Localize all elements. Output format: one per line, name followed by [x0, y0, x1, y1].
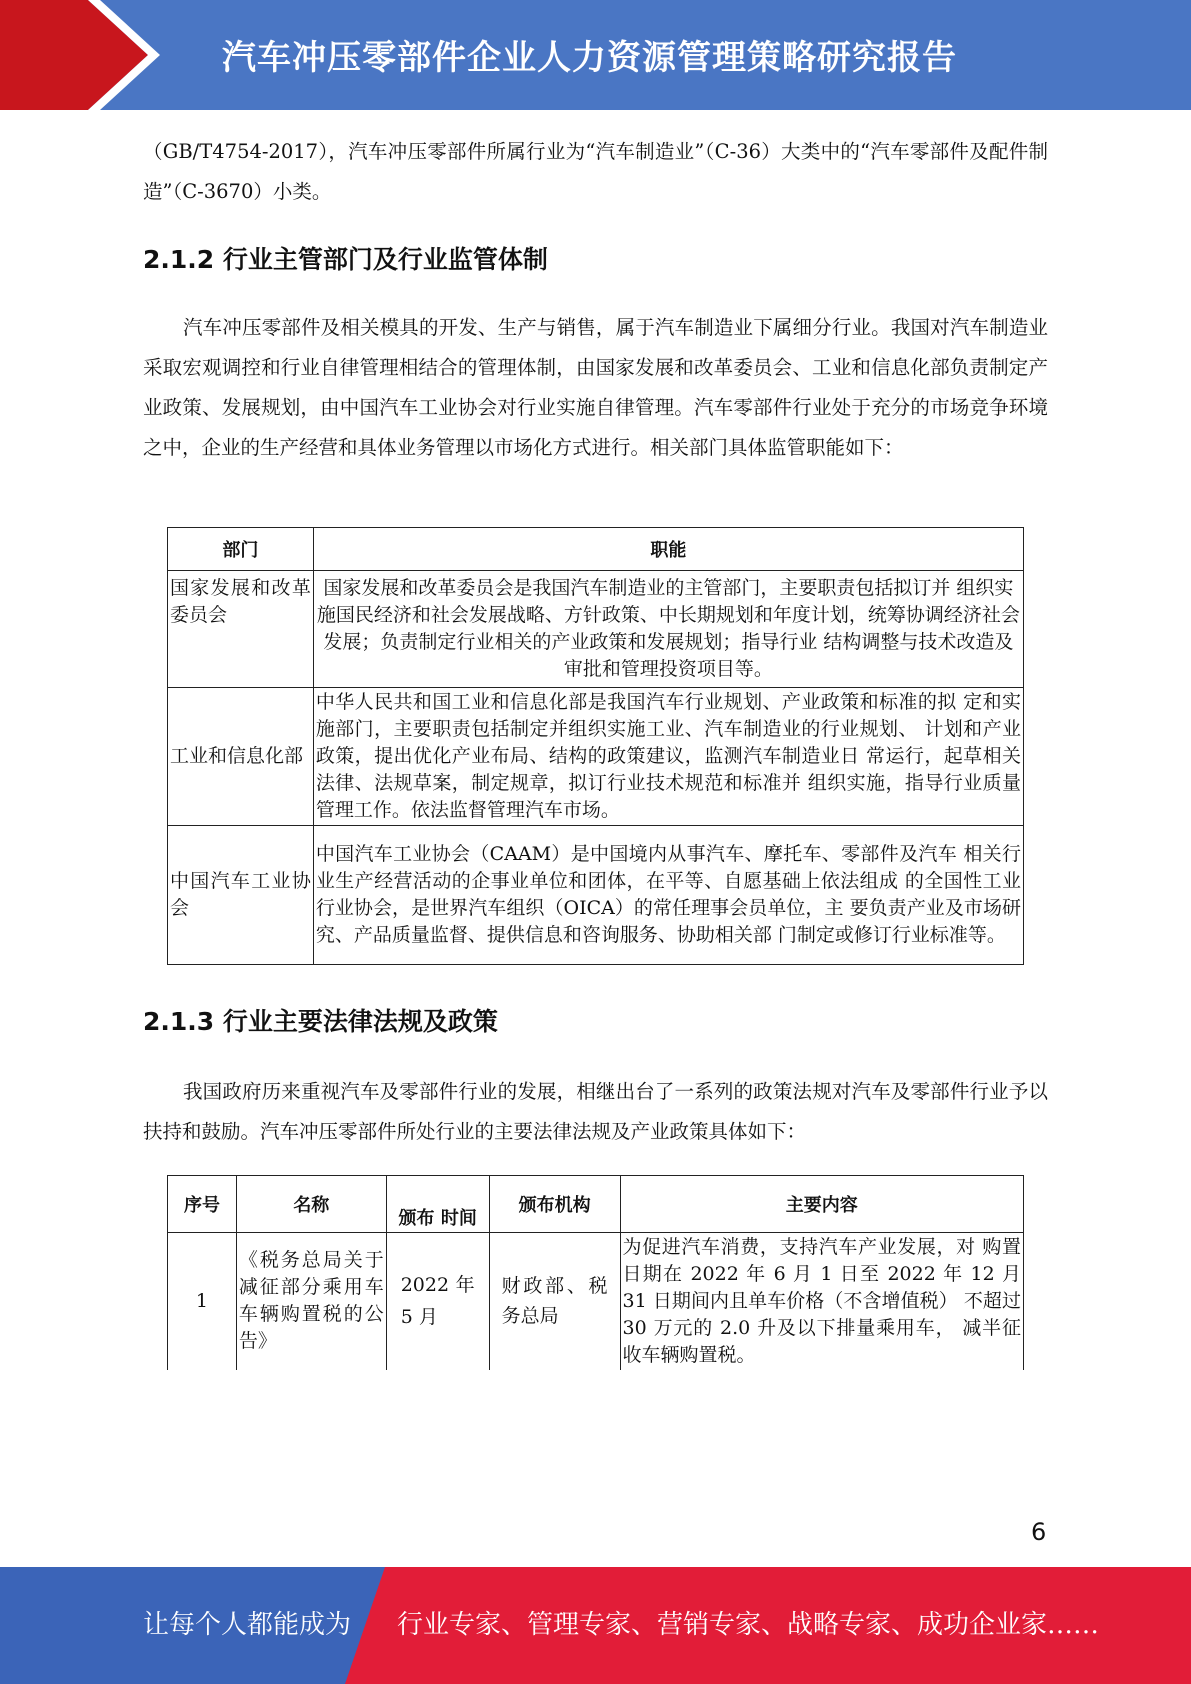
- duty-cell: 中国汽车工业协会（CAAM）是中国境内从事汽车、摩托车、零部件及汽车 相关行业生产经营活动的企事业单位和团体，在平等、自愿基础上依法组成 的全国性工业行业协会，是世界汽车组织（OICA）的常任理事会员单位，主 要负责产业及市场研究、产品质量监督、提供信息和咨询服务、协助相关部 门制定或修订行业标准等。: [313, 826, 1023, 965]
- table-row: [168, 826, 1024, 965]
- duty-cell: 国家发展和改革委员会是我国汽车制造业的主管部门，主要职责包括拟订并 组织实施国民经济和社会发展战略、方针政策、中长期规划和年度计划，统筹协调经济社会发展；负责制定行业相关的产业政策和发展规划；指导行业 结构调整与技术改造及审批和管理投资项目等。: [313, 571, 1023, 688]
- header-arrow-decoration: [0, 0, 200, 110]
- number-cell: 1: [168, 1233, 237, 1370]
- column-header-name: 名称: [236, 1176, 386, 1233]
- column-header-date: 颁布 时间: [386, 1176, 489, 1233]
- table-header-row: [168, 1176, 1024, 1233]
- regulators-table: [167, 527, 1024, 965]
- page-number: 6: [1031, 1518, 1047, 1546]
- dept-cell: 国家发展和改革委员会: [168, 571, 314, 688]
- column-header-duty: 职能: [313, 528, 1023, 571]
- issuer-cell: 财政部、税务总局: [489, 1233, 620, 1370]
- header-title: 汽车冲压零部件企业人力资源管理策略研究报告: [222, 38, 957, 78]
- name-cell: 《税务总局关于减征部分乘用车车辆购置税的公告》: [236, 1233, 386, 1370]
- table-row: [168, 571, 1024, 688]
- intro-paragraph: （GB/T4754-2017），汽车冲压零部件所属行业为“汽车制造业”（C-36）大类中的“汽车零部件及配件制造”（C-3670）小类。: [143, 140, 1048, 203]
- table-row: [168, 688, 1024, 826]
- column-header-content: 主要内容: [620, 1176, 1023, 1233]
- footer-slogan-left: 让每个人都能成为: [143, 1610, 352, 1640]
- column-header-issuer: 颁布机构: [489, 1176, 620, 1233]
- dept-cell: 中国汽车工业协会: [168, 826, 314, 965]
- column-header-number: 序号: [168, 1176, 237, 1233]
- table-row: [168, 1233, 1024, 1370]
- page-header: [0, 0, 1191, 110]
- section-2-1-3-paragraph: 我国政府历来重视汽车及零部件行业的发展，相继出台了一系列的政策法规对汽车及零部件行业予以扶持和鼓励。汽车冲压零部件所处行业的主要法律法规及产业政策具体如下：: [143, 1080, 1048, 1143]
- dept-cell: 工业和信息化部: [168, 688, 314, 826]
- date-cell: 2022 年 5 月: [386, 1233, 489, 1370]
- section-heading-2-1-2: 2.1.2 行业主管部门及行业监管体制: [143, 245, 548, 274]
- content-cell: 为促进汽车消费，支持汽车产业发展，对 购置日期在 2022 年 6 月 1 日至 2022 年 12 月 31 日期间内且单车价格（不含增值税） 不超过 30 万元的 2.0 升及以下排量乘用车， 减半征收车辆购置税。: [620, 1233, 1023, 1370]
- section-heading-2-1-3: 2.1.3 行业主要法律法规及政策: [143, 1007, 498, 1036]
- table-header-row: [168, 528, 1024, 571]
- page-footer: [0, 1567, 1191, 1684]
- section-2-1-2-paragraph: 汽车冲压零部件及相关模具的开发、生产与销售，属于汽车制造业下属细分行业。我国对汽车制造业采取宏观调控和行业自律管理相结合的管理体制，由国家发展和改革委员会、工业和信息化部负责制定产业政策、发展规划，由中国汽车工业协会对行业实施自律管理。汽车零部件行业处于充分的市场竞争环境之中，企业的生产经营和具体业务管理以市场化方式进行。相关部门具体监管职能如下：: [143, 316, 1048, 459]
- column-header-dept: 部门: [168, 528, 314, 571]
- footer-slogan-right: 行业专家、管理专家、营销专家、战略专家、成功企业家……: [397, 1610, 1100, 1640]
- duty-cell: 中华人民共和国工业和信息化部是我国汽车行业规划、产业政策和标准的拟 定和实施部门，主要职责包括制定并组织实施工业、汽车制造业的行业规划、 计划和产业政策，提出优化产业布局、结构的政策建议，监测汽车制造业日 常运行，起草相关法律、法规草案，制定规章，拟订行业技术规范和标准并 组织实施，指导行业质量管理工作。依法监督管理汽车市场。: [313, 688, 1023, 826]
- policy-table: [167, 1175, 1024, 1370]
